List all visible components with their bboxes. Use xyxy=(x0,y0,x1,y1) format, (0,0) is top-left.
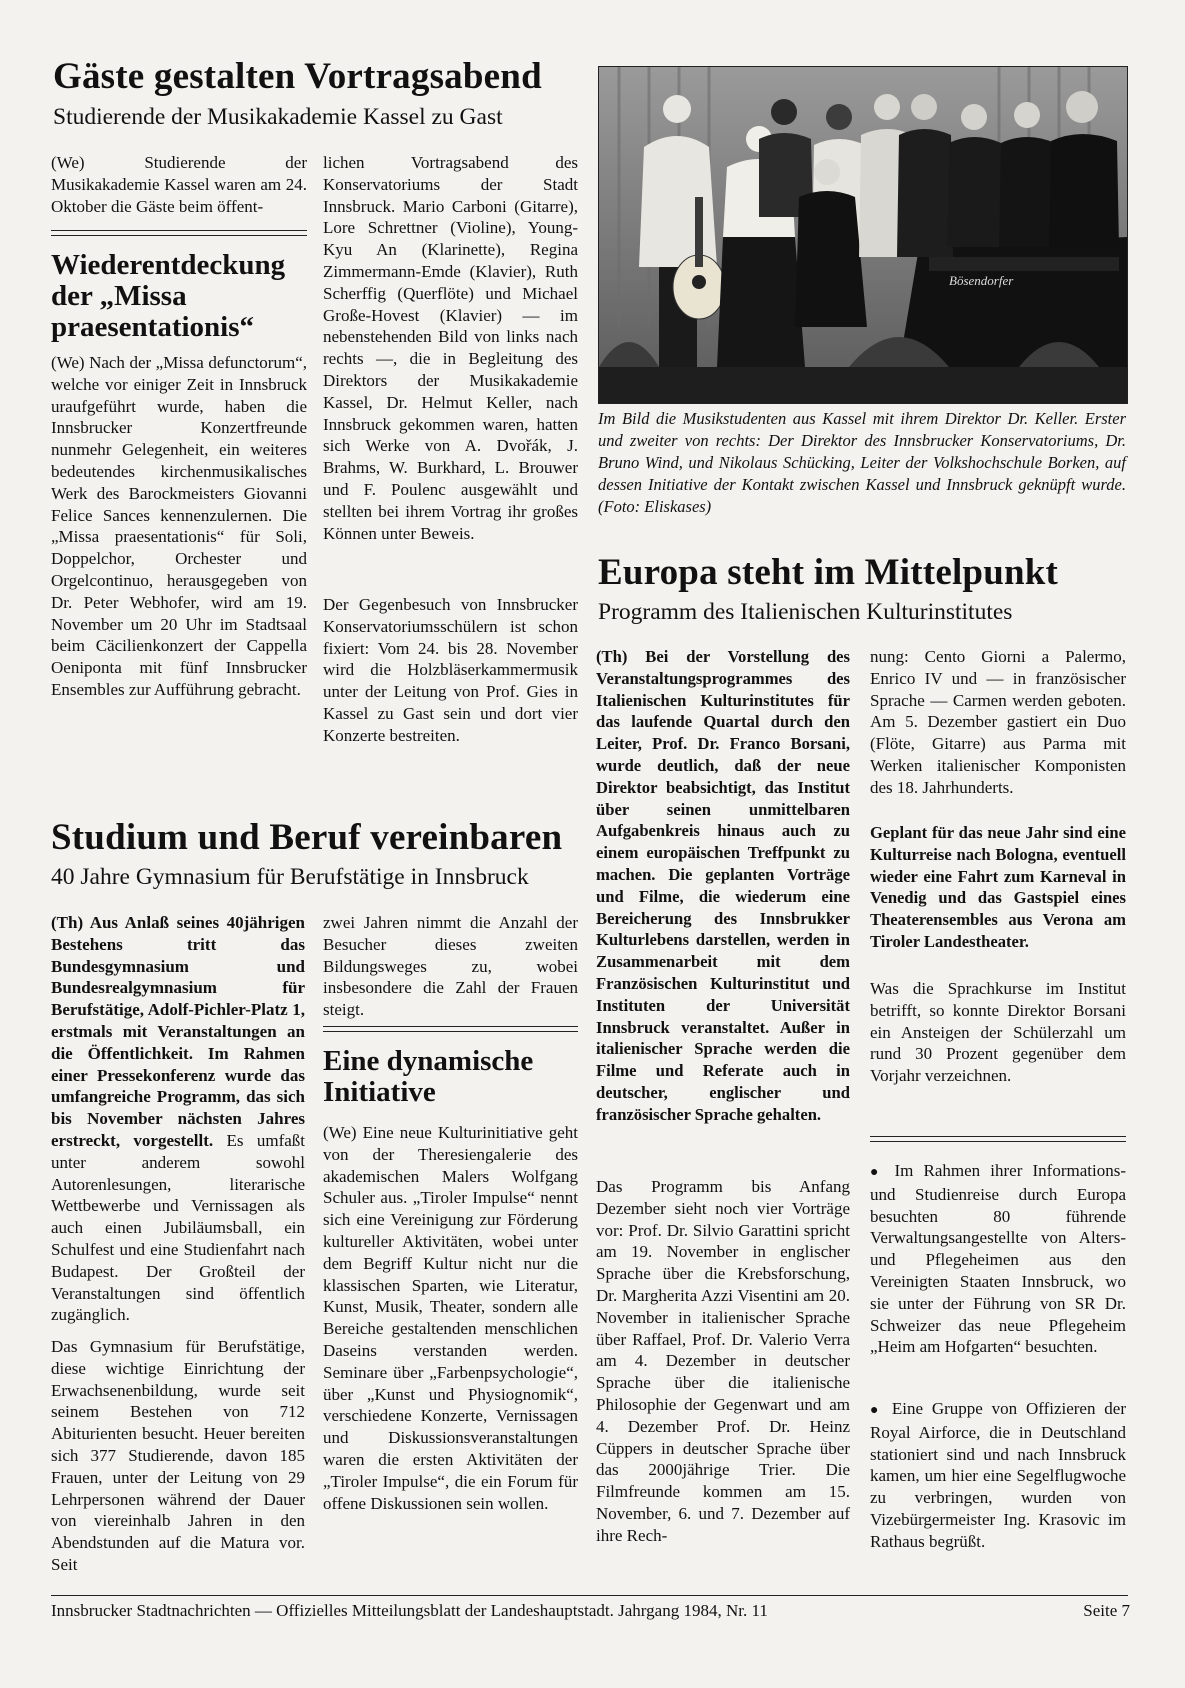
europa-lead-text: (Th) Bei der Vorstellung des Veranstaltungsprogrammes des Italienischen Kulturinstitutes für das laufende Quartal durch den Leiter, Prof. Dr. Franco Borsani, wurde deutlich, daß der neue Direktor beabsichtigt, das Institut über seinen unmittelbaren Aufgabenkreis hinaus auch zu einem europäischen Treffpunkt zu machen. Die geplanten Vorträge und Filme, die wiederum eine Bereicherung des Innsbrukker Kulturlebens darstellen, werden in Zusammenarbeit mit dem Französischen Kulturinstitut und Instituten der Universität Innsbruck veranstaltet. Außer in italienischer Sprache werden die Filme und Referate auch in deutscher, englischer und französischer Sprache gehalten. xyxy=(596,647,850,1124)
gaeste-body-text-2: Der Gegenbesuch von Innsbrucker Konservatoriumsschülern ist schon fixiert: Vom 24. bis 28. November wird die Holzbläserkammermusik unter der Leitung von Prof. Gies in Kassel zu Gast sein und dort vier Konzerte bestreiten. xyxy=(323,595,578,745)
subhead-europa: Programm des Italienischen Kulturinstitutes xyxy=(598,599,1013,625)
divider-rule xyxy=(870,1136,1126,1142)
studium-lead-text xyxy=(51,912,305,1326)
initiative-body-text: (We) Eine neue Kulturinitiative geht von der Theresiengalerie des akademischen Malers Wolfgang Schuler aus. „Tiroler Impulse“ nennt sich eine Vereinigung zur Förderung kultureller Aktivitäten, wobei unter dem Begriff Kultur nicht nur die klassischen Sparten, wie Literatur, Kunst, Musik, Theater, sondern alle Bereiche gestaltenden menschlichen Daseins verstanden werden. Seminare über „Farbenpsychologie“, über „Kunst und Physiognomik“, verschiedene Konzerte, Vernissagen und Diskussionsveranstaltungen waren die ersten Aktivitäten der „Tiroler Impulse“, die ein Forum für offene Diskussionen sein wollen. xyxy=(323,1123,578,1513)
headline-studium: Studium und Beruf vereinbaren xyxy=(51,817,563,858)
note-verwaltung-text: Im Rahmen ihrer Informations- und Studienreise durch Europa besuchten 80 führende Verwaltungsangestellte von Alters- und Pflegeheimen aus den Vereinigten Staaten Innsbruck, wo sie unter der Führung von SR Dr. Schweizer das neue Pflegeheim „Heim am Hofgarten“ besuchten. xyxy=(870,1161,1126,1357)
missa-body-text: (We) Nach der „Missa defunctorum“, welche vor einiger Zeit in Innsbruck uraufgeführt wurde, haben die Innsbrucker Konzertfreunde nunmehr Gelegenheit, ein weiteres bedeutendes kirchenmusikalisches Werk des Barockmeisters Giovanni Felice Sances kennenzulernen. Die „Missa praesentationis“ für Soli, Doppelchor, Orchester und Orgelcontinuo, herausgegeben von Dr. Peter Webhofer, wird am 19. November um 20 Uhr im Stadtsaal beim Cäcilienkonzert der Cappella Oeniponta mit fünf Innsbrucker Ensembles zur Aufführung gebracht. xyxy=(51,353,307,699)
gaeste-intro-text: (We) Studierende der Musikakademie Kassel waren am 24. Oktober die Gäste beim öffent- xyxy=(51,153,307,216)
footer-page-number: Seite 7 xyxy=(1083,1601,1130,1620)
bullet-icon: ● xyxy=(870,1403,884,1418)
gaeste-body-text: lichen Vortragsabend des Konservatoriums der Stadt Innsbruck. Mario Carboni (Gitarre), Lore Schrettner (Violine), Young-Kyu An (Klarinette), Regina Zimmermann-Emde (Klavier), Ruth Scherffig (Querflöte) und Michael Große-Hovest (Klavier) — im nebenstehenden Bild von links nach rechts —, die in Begleitung des Direktors der Musikakademie Kassel, Dr. Helmut Keller, nach Innsbruck gekommen waren, hatten sich Werke von A. Dvořák, J. Brahms, W. Burkhard, L. Brouwer und F. Poulenc ausgewählt und stellten bei ihrem Vortrag ihr großes Können unter Beweis. xyxy=(323,153,578,543)
studium-lead-bold: (Th) Aus Anlaß seines 40jährigen Bestehens tritt das Bundesgymnasium und Bundesrealgymnasium für Berufstätige, Adolf-Pichler-Platz 1, erstmals mit Veranstaltungen an die Öffentlichkeit. Im Rahmen einer Pressekonferenz wurde das umfangreiche Programm, das sich bis November nächsten Jahres erstreckt, vorgestellt. xyxy=(51,913,305,1150)
piano-brand-label: Bösendorfer xyxy=(949,273,1014,288)
musicians-photo xyxy=(598,66,1128,404)
europa-plans-text: Geplant für das neue Jahr sind eine Kulturreise nach Bologna, eventuell wieder eine Fahrt zum Karneval in Venedig und das Gastspiel eines Theaterensembles aus Verona am Tiroler Landestheater. xyxy=(870,823,1126,951)
headline-missa: Wiederentdeckung der „Missa praesentationis“ xyxy=(51,249,286,343)
subhead-studium: 40 Jahre Gymnasium für Berufstätige in Innsbruck xyxy=(51,864,529,890)
headline-initiative: Eine dynamische Initiative xyxy=(323,1045,534,1108)
europa-languages-text: Was die Sprachkurse im Institut betrifft, so konnte Direktor Borsani ein Ansteigen der Schülerzahl um rund 30 Prozent gegenüber dem Vorjahr verzeichnen. xyxy=(870,979,1126,1086)
headline-gaeste: Gäste gestalten Vortragsabend xyxy=(53,56,542,97)
studium-body-text: Das Gymnasium für Berufstätige, diese wichtige Einrichtung der Erwachsenenbildung, wurde seit seinem Bestehen von 712 Abiturienten besucht. Heuer bereiten sich 377 Studierende, davon 185 Frauen, unter der Leitung von 29 Lehrpersonen während der Dauer von viereinhalb Jahren in den Abendstunden auf die Matura vor. Seit xyxy=(51,1337,305,1574)
photo-caption: Im Bild die Musikstudenten aus Kassel mit ihrem Direktor Dr. Keller. Erster und zweiter von rechts: Der Direktor des Innsbrucker Konservatoriums, Dr. Bruno Wind, und Nikolaus Schücking, Leiter der Volkshochschule Borken, auf dessen Initiative der Kontakt zwischen Kassel und Innsbruck geknüpft wurde. (Foto: Eliskases) xyxy=(598,409,1126,516)
subhead-gaeste: Studierende der Musikakademie Kassel zu Gast xyxy=(53,104,503,130)
note-airforce-text: Eine Gruppe von Offizieren der Royal Airforce, die in Deutschland stationiert sind und nach Innsbruck kamen, um hier eine Segelflugwoche zu verbringen, wurden von Vizebürgermeister Ing. Krasovic im Rathaus begrüßt. xyxy=(870,1399,1126,1551)
europa-col2-text: nung: Cento Giorni a Palermo, Enrico IV und — in französischer Sprache — Carmen werden geboten. Am 5. Dezember gastiert ein Duo (Flöte, Gitarre) aus Parma mit Werken italienischer Komponisten des 18. Jahrhunderts. xyxy=(870,647,1126,797)
divider-rule xyxy=(51,230,307,236)
divider-rule xyxy=(323,1026,578,1032)
bullet-icon: ● xyxy=(870,1165,885,1180)
note-airforce xyxy=(870,1398,1126,1553)
note-verwaltung xyxy=(870,1160,1126,1358)
footer-rule xyxy=(51,1595,1128,1596)
footer-publication: Innsbrucker Stadtnachrichten — Offizielles Mitteilungsblatt der Landeshauptstadt. Jahrgang 1984, Nr. 11 xyxy=(51,1601,768,1620)
studium-col2-text: zwei Jahren nimmt die Anzahl der Besucher dieses zweiten Bildungsweges zu, wobei insbesondere die Zahl der Frauen steigt. xyxy=(323,913,578,1020)
photo-illustration xyxy=(599,67,1127,403)
studium-lead-rest: Es umfaßt unter anderem sowohl Autorenlesungen, literarische Wettbewerbe und Vernissagen als auch einen Jubiläumsball, ein Schulfest und eine Studienfahrt nach Budapest. Der Großteil der Veranstaltungen sind öffentlich zugänglich. xyxy=(51,1130,306,1325)
europa-body-text: Das Programm bis Anfang Dezember sieht noch vier Vorträge vor: Prof. Dr. Silvio Garattini spricht am 19. November in englischer Sprache über die Krebsforschung, Dr. Margherita Azzi Visentini am 20. November in italienischer Sprache über Raffael, Prof. Dr. Valerio Verra am 4. Dezember in deutscher Sprache über die italienische Philosophie der Gegenwart und am 4. Dezember Prof. Dr. Heinz Cüppers in deutscher Sprache über das 2000jährige Trier. Die Filmfreunde kommen am 15. November, 6. und 7. Dezember auf ihre Rech- xyxy=(596,1177,850,1545)
headline-europa: Europa steht im Mittelpunkt xyxy=(598,552,1059,593)
